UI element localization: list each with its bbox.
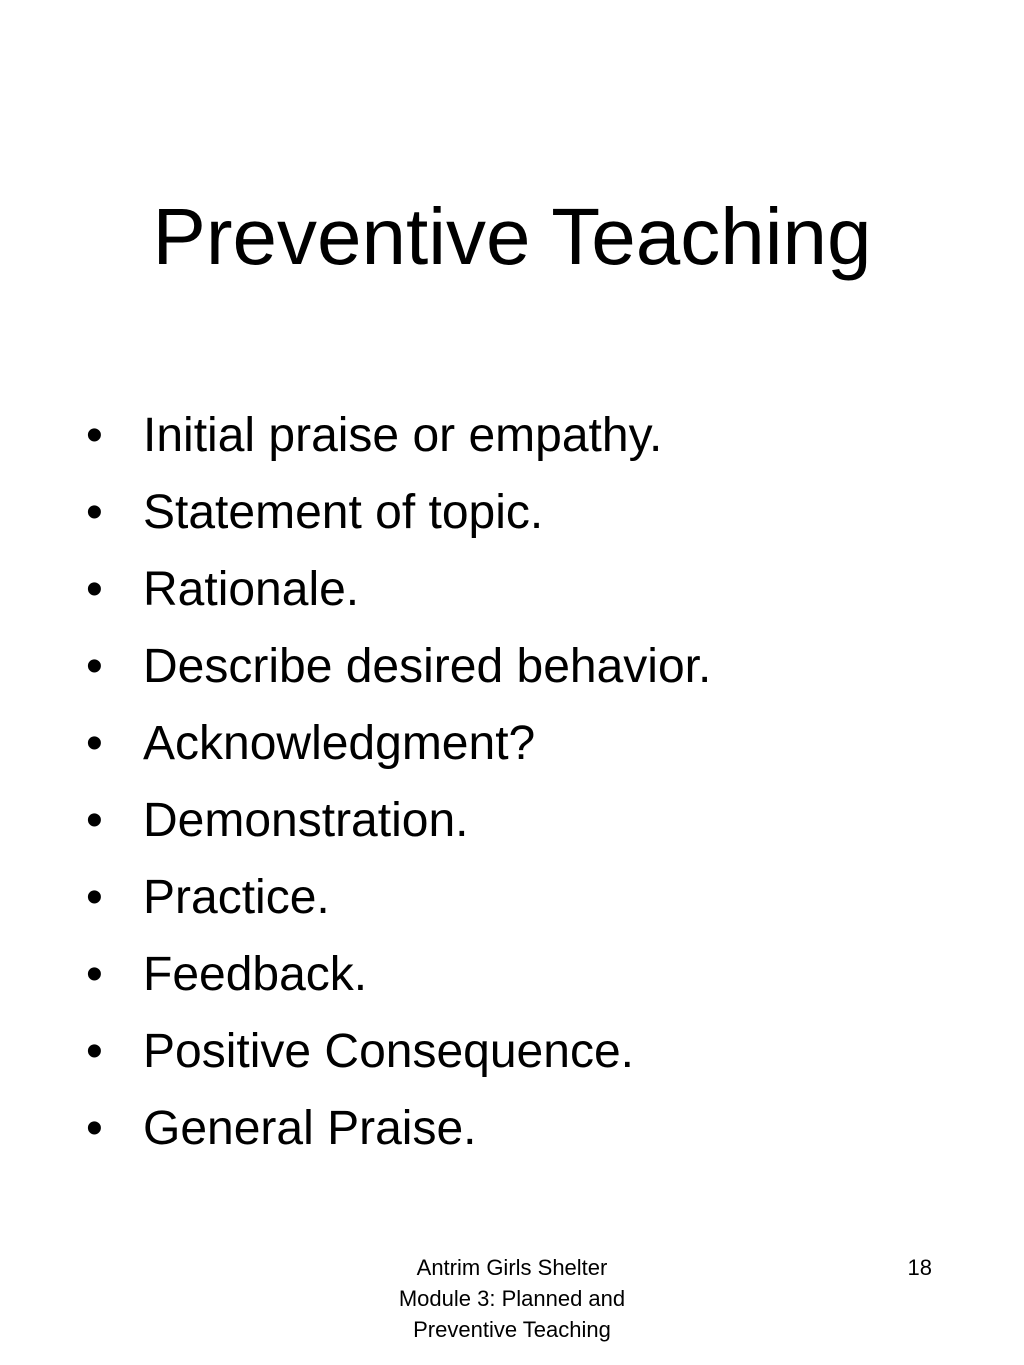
bullet-icon: • — [86, 640, 103, 693]
bullet-icon: • — [86, 794, 103, 847]
bullet-icon: • — [86, 948, 103, 1001]
footer-line: Preventive Teaching — [413, 1317, 611, 1342]
bullet-text: Rationale. — [143, 563, 360, 616]
bullet-icon: • — [86, 1025, 103, 1078]
bullet-icon: • — [86, 486, 103, 539]
slide-footer — [362, 1252, 662, 1345]
bullet-text: Initial praise or empathy. — [143, 409, 663, 462]
bullet-text: Describe desired behavior. — [143, 640, 712, 693]
footer-line: Antrim Girls Shelter — [416, 1255, 608, 1280]
bullet-text: General Praise. — [143, 1102, 477, 1155]
bullet-icon: • — [86, 871, 103, 924]
bullet-text: Demonstration. — [143, 794, 469, 847]
bullet-text: Positive Consequence. — [143, 1025, 634, 1078]
bullet-icon: • — [86, 717, 103, 770]
bullet-text: Feedback. — [143, 948, 368, 1001]
slide-number: 18 — [907, 1255, 932, 1280]
footer-line: Module 3: Planned and — [398, 1286, 626, 1311]
bullet-text: Statement of topic. — [143, 486, 544, 539]
bullet-text: Acknowledgment? — [143, 717, 536, 770]
bullet-icon: • — [86, 1102, 103, 1155]
bullet-icon: • — [86, 409, 103, 462]
slide-title: Preventive Teaching — [152, 192, 872, 281]
bullet-text: Practice. — [143, 871, 330, 924]
bullet-icon: • — [86, 563, 103, 616]
